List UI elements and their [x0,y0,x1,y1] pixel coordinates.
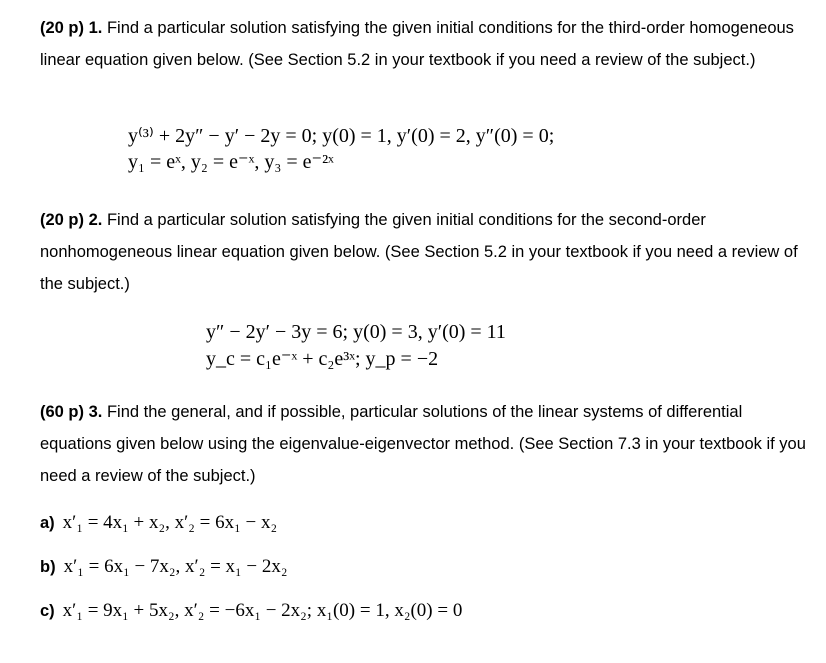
problem-2-statement [40,204,810,300]
problem-2-equation: y″ − 2y′ − 3y = 6; y(0) = 3, y′(0) = 11 [206,321,506,343]
problem-1-equation: y⁽³⁾ + 2y″ − y′ − 2y = 0; y(0) = 1, y′(0) = 2, y″(0) = 0; [128,125,555,147]
part-c-equation: x′₁ = 9x₁ + 5x₂, x′₂ = −6x₁ − 2x₂; x₁(0) = 1, x₂(0) = 0 [62,600,463,621]
problem-2-text: Find a particular solution satisfying the given initial conditions for the second-order nonhomogeneous linear equation given below. (See Section 5.2 in your textbook if you need a review of the subject.) [40,211,798,293]
problem-2-solutions: y_c = c₁e⁻ˣ + c₂e³ˣ; y_p = −2 [206,348,439,370]
part-b-label: b) [40,558,56,576]
part-a-equation: x′₁ = 4x₁ + x₂, x′₂ = 6x₁ − x₂ [62,512,278,533]
problem-1-number: 1. [88,19,103,37]
problem-3-statement [40,396,810,492]
problem-3-number: 3. [88,403,103,421]
problem-3-points: (60 p) [40,403,85,421]
problem-3-text: Find the general, and if possible, particular solutions of the linear systems of differential equations given below using the eigenvalue-eigenvector method. (See Section 7.3 in your textbook if you need a review of the subject.) [40,403,806,485]
part-c-label: c) [40,602,55,620]
problem-3-part-a [40,512,277,534]
problem-1-statement [40,12,810,76]
problem-1-points: (20 p) [40,19,85,37]
problem-1-solutions: y₁ = eˣ, y₂ = e⁻ˣ, y₃ = e⁻²ˣ [128,151,334,173]
part-a-label: a) [40,514,55,532]
problem-3-part-b [40,556,288,578]
problem-3-part-c [40,600,462,622]
part-b-equation: x′₁ = 6x₁ − 7x₂, x′₂ = x₁ − 2x₂ [63,556,288,577]
problem-1-text: Find a particular solution satisfying the given initial conditions for the third-order homogeneous linear equation given below. (See Section 5.2 in your textbook if you need a review of the subject.) [40,19,794,69]
problem-2-points: (20 p) [40,211,85,229]
problem-2-number: 2. [88,211,103,229]
